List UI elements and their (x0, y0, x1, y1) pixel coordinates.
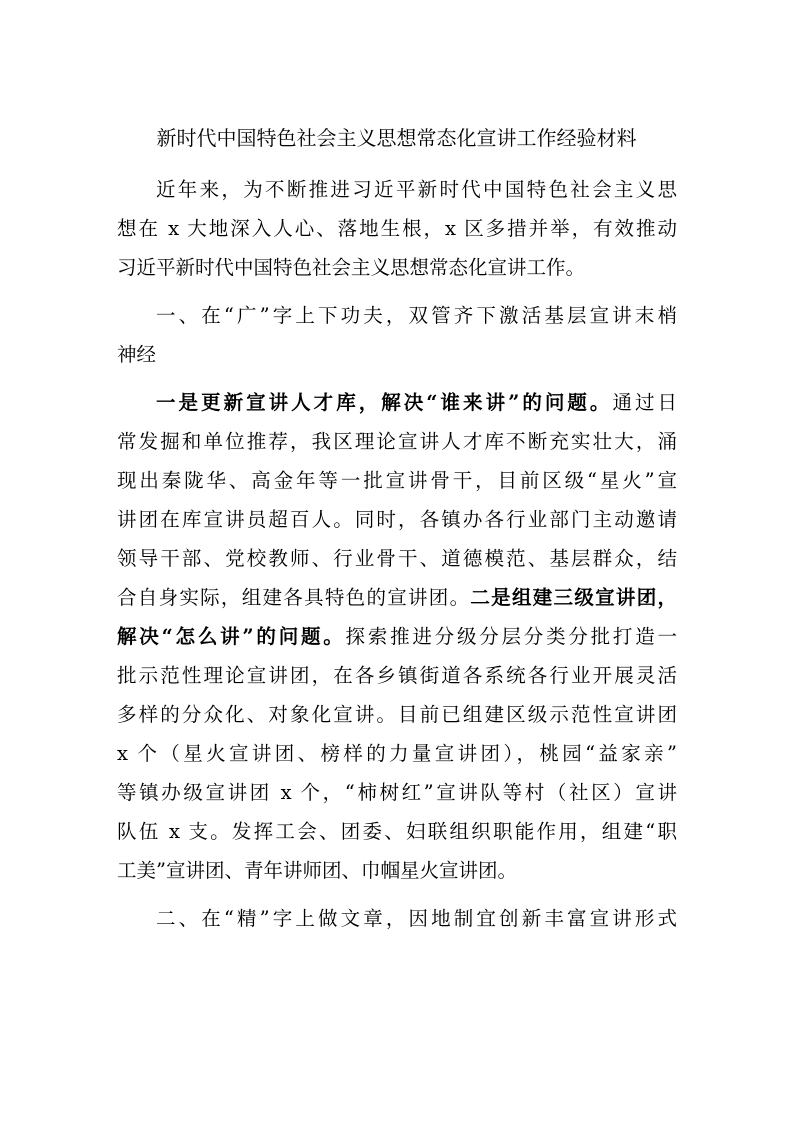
section1-body-line-1 (117, 383, 677, 422)
point-two-heading-cont: 解决“怎么讲”的问题。 (117, 625, 346, 648)
document-title: 新时代中国特色社会主义思想常态化宣讲工作经验材料 (156, 126, 637, 150)
intro-paragraph (117, 170, 677, 938)
section1-body-line-13: 工美”宣讲团、青年讲师团、巾帼星火宣讲团。 (117, 859, 517, 882)
intro-line-2: 想在 x 大地深入人心、落地生根，x 区多措并举，有效推动 (117, 217, 677, 240)
intro-line-1: 近年来，为不断推进习近平新时代中国特色社会主义思 (156, 178, 677, 201)
section1-body-line-12: 队伍 x 支。发挥工会、团委、妇联组织职能作用，组建“职 (117, 820, 677, 843)
section1-body-line-7 (117, 617, 677, 656)
section1-body-line-6-text: 合自身实际，组建各具特色的宣讲团。 (117, 586, 471, 609)
intro-line-3: 习近平新时代中国特色社会主义思想常态化宣讲工作。 (117, 256, 586, 279)
section1-body-line-5: 领导干部、党校教师、行业骨干、道德模范、基层群众，结 (117, 547, 677, 570)
section1-body-line-10: x 个（星火宣讲团、榜样的力量宣讲团），桃园“益家亲” (117, 742, 677, 765)
section1-body-line-3: 现出秦陇华、高金年等一批宣讲骨干，目前区级“星火”宣 (117, 469, 677, 492)
section1-body-line-7-text: 探索推进分级分层分类分批打造一 (345, 625, 677, 648)
section1-heading-line-1: 一、在“广”字上下功夫，双管齐下激活基层宣讲末梢 (156, 304, 677, 327)
section1-body-line-2: 常发掘和单位推荐，我区理论宣讲人才库不断充实壮大，涌 (117, 430, 677, 453)
point-two-heading: 二是组建三级宣讲团， (470, 586, 677, 609)
section1-body-line-6 (117, 578, 677, 617)
section1-body-line-11: 等镇办级宣讲团 x 个，“柿树红”宣讲队等村（社区）宣讲 (117, 781, 677, 804)
section1-body-line-1-text: 通过日 (612, 391, 677, 414)
section1-body-line-4: 讲团在库宣讲员超百人。同时，各镇办各行业部门主动邀请 (117, 508, 677, 531)
section1-heading-line-2: 神经 (117, 343, 157, 366)
section2-heading: 二、在“精”字上做文章，因地制宜创新丰富宣讲形式 (156, 907, 677, 930)
section1-body-line-8: 批示范性理论宣讲团，在各乡镇街道各系统各行业开展灵活 (117, 664, 677, 687)
section1-body-line-9: 多样的分众化、对象化宣讲。目前已组建区级示范性宣讲团 (117, 703, 677, 726)
point-one-heading: 一是更新宣讲人才库，解决“谁来讲”的问题。 (156, 391, 613, 414)
